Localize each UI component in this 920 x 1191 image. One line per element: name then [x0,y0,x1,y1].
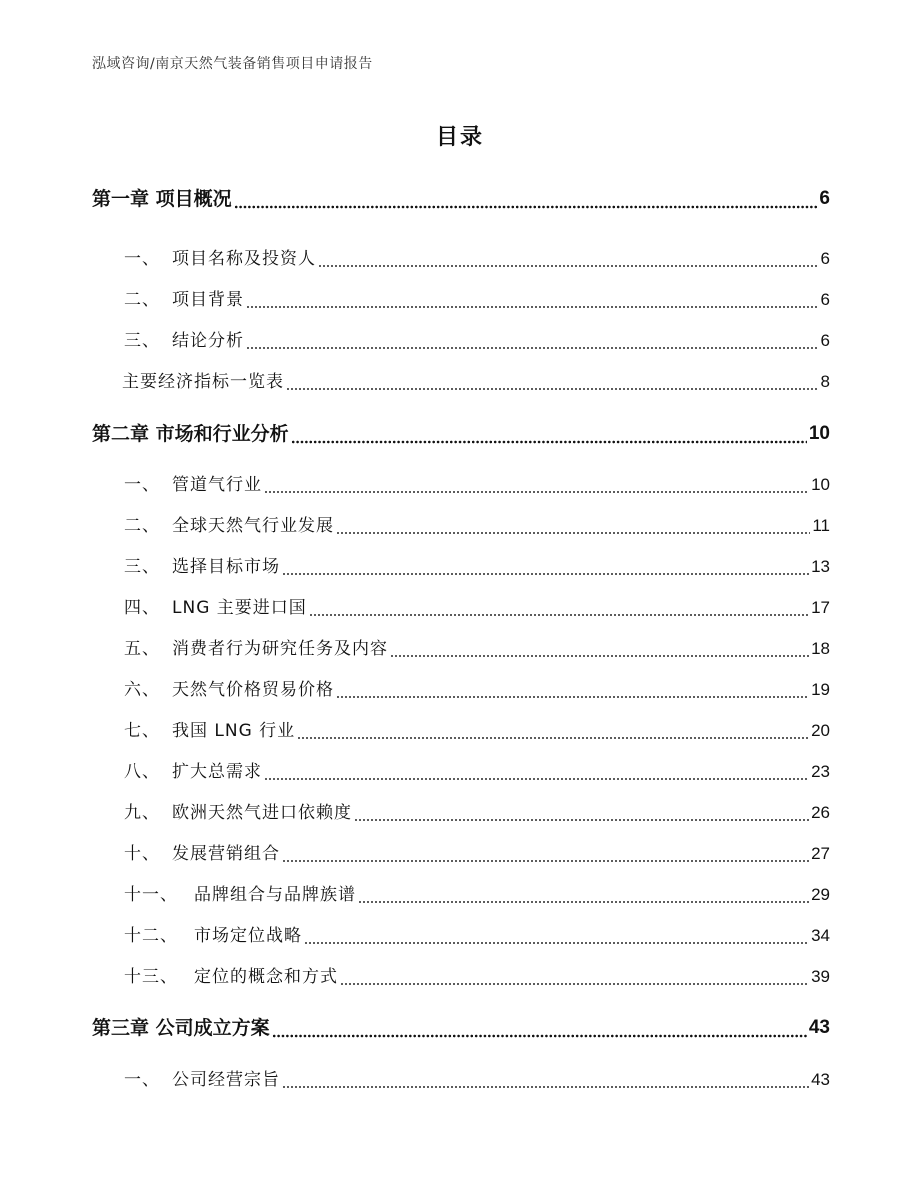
toc-dot-leader [309,596,809,620]
toc-section-label [124,719,295,743]
toc-dot-leader [336,514,810,538]
toc-section-text: 全球天然气行业发展 [172,516,334,536]
toc-section-number: 一、 [124,249,160,269]
toc-chapter-3[interactable] [92,1012,830,1040]
toc-page-number: 13 [811,557,830,576]
toc-section-number: 十一、 [124,885,178,905]
toc-section-number: 九、 [124,803,160,823]
toc-section-2-5[interactable] [124,633,830,661]
toc-section-number: 十、 [124,844,160,864]
toc-section-2-3[interactable] [124,551,830,579]
toc-page-number: 8 [820,372,830,391]
toc-page-number: 39 [811,967,830,986]
toc-section-1-2[interactable] [124,284,830,312]
toc-section-2-13[interactable] [124,961,830,989]
toc-section-text: 项目背景 [172,290,244,310]
toc-section-2-10[interactable] [124,838,830,866]
toc-page-number: 6 [820,290,830,309]
toc-dot-leader [318,247,819,271]
toc-title: 目录 [435,125,484,150]
toc-section-label [124,760,262,784]
toc-section-number: 十三、 [124,967,178,987]
toc-dot-leader [234,187,818,211]
toc-section-label [122,370,284,394]
toc-section-text: 主要经济指标一览表 [122,372,284,392]
toc-section-text: 项目名称及投资人 [172,249,316,269]
toc-section-number: 四、 [124,598,160,618]
toc-dot-leader [340,965,809,989]
toc-section-label [124,965,338,989]
toc-dot-leader [264,473,809,497]
toc-page-number: 20 [811,721,830,740]
toc-page-number: 17 [811,598,830,617]
toc-section-text: LNG 主要进口国 [172,598,307,618]
toc-dot-leader [304,924,809,948]
toc-section-text: 公司经营宗旨 [172,1070,280,1090]
toc-dot-leader [246,329,819,353]
toc-section-label [124,842,280,866]
toc-page-number: 11 [812,516,830,535]
toc-page-number: 10 [808,423,830,444]
toc-section-label [124,596,307,620]
toc-page-number: 29 [811,885,830,904]
toc-page-number: 26 [811,803,830,822]
toc-dot-leader [291,422,807,446]
toc-section-label [124,883,356,907]
toc-section-2-8[interactable] [124,756,830,784]
toc-section-number: 十二、 [124,926,178,946]
toc-section-text: 发展营销组合 [172,844,280,864]
toc-section-label [124,329,244,353]
toc-dot-leader [297,719,809,743]
toc-chapter-2[interactable] [92,418,830,446]
toc-section-number: 三、 [124,331,160,351]
toc-section-number: 八、 [124,762,160,782]
toc-page-number: 10 [811,475,830,494]
toc-section-1-3[interactable] [124,325,830,353]
toc-section-number: 一、 [124,1070,160,1090]
toc-page-number: 6 [820,331,830,350]
toc-section-text: 品牌组合与品牌族谱 [194,885,356,905]
toc-page-number: 43 [811,1070,830,1089]
toc-section-number: 五、 [124,639,160,659]
toc-section-text: 扩大总需求 [172,762,262,782]
toc-page-number: 34 [811,926,830,945]
toc-chapter-1[interactable] [92,183,830,211]
toc-section-number: 二、 [124,516,160,536]
toc-section-label [124,247,316,271]
toc-section-1-1[interactable] [124,243,830,271]
toc-section-2-6[interactable] [124,674,830,702]
toc-section-number: 六、 [124,680,160,700]
toc-section-label [124,514,334,538]
toc-section-2-11[interactable] [124,879,830,907]
toc-section-text: 市场定位战略 [194,926,302,946]
toc-dot-leader [282,1068,809,1092]
toc-section-3-1[interactable] [124,1064,830,1092]
toc-dot-leader [286,370,819,394]
toc-dot-leader [390,637,809,661]
toc-section-text: 管道气行业 [172,475,262,495]
toc-section-label [124,288,244,312]
toc-dot-leader [282,842,809,866]
toc-section-number: 七、 [124,721,160,741]
toc-section-text: 欧洲天然气进口依赖度 [172,803,352,823]
toc-section-text: 我国 LNG 行业 [172,721,296,741]
toc-section-2-7[interactable] [124,715,830,743]
toc-section-label [124,637,388,661]
toc-section-label [124,924,302,948]
toc-section-2-2[interactable] [124,510,830,538]
toc-page-number: 23 [811,762,830,781]
toc-dot-leader [282,555,809,579]
toc-section-text: 天然气价格贸易价格 [172,680,334,700]
toc-section-2-9[interactable] [124,797,830,825]
toc-section-1-table[interactable] [122,366,830,394]
toc-page-number: 6 [820,249,830,268]
toc-dot-leader [264,760,809,784]
toc-section-2-4[interactable] [124,592,830,620]
toc-section-text: 消费者行为研究任务及内容 [172,639,388,659]
toc-section-2-12[interactable] [124,920,830,948]
toc-section-number: 二、 [124,290,160,310]
toc-section-label [124,1068,280,1092]
toc-dot-leader [354,801,809,825]
toc-section-number: 三、 [124,557,160,577]
toc-chapter-label: 第三章 公司成立方案 [92,1017,270,1039]
toc-chapter-label: 第一章 项目概况 [92,188,232,210]
running-header: 泓域咨询/南京天然气装备销售项目申请报告 [92,56,373,72]
toc-section-label [124,801,352,825]
toc-section-label [124,555,280,579]
toc-dot-leader [272,1016,807,1040]
toc-dot-leader [336,678,809,702]
toc-section-text: 定位的概念和方式 [194,967,338,987]
toc-page-number: 27 [811,844,830,863]
toc-section-2-1[interactable] [124,469,830,497]
toc-section-text: 选择目标市场 [172,557,280,577]
toc-page-number: 6 [819,188,830,209]
toc-page-number: 19 [811,680,830,699]
toc-section-number: 一、 [124,475,160,495]
toc-section-text: 结论分析 [172,331,244,351]
toc-page-number: 43 [808,1017,830,1038]
toc-page-number: 18 [811,639,830,658]
toc-dot-leader [358,883,809,907]
toc-dot-leader [246,288,819,312]
toc-chapter-label: 第二章 市场和行业分析 [92,423,289,445]
toc-section-label [124,473,262,497]
toc-section-label [124,678,334,702]
